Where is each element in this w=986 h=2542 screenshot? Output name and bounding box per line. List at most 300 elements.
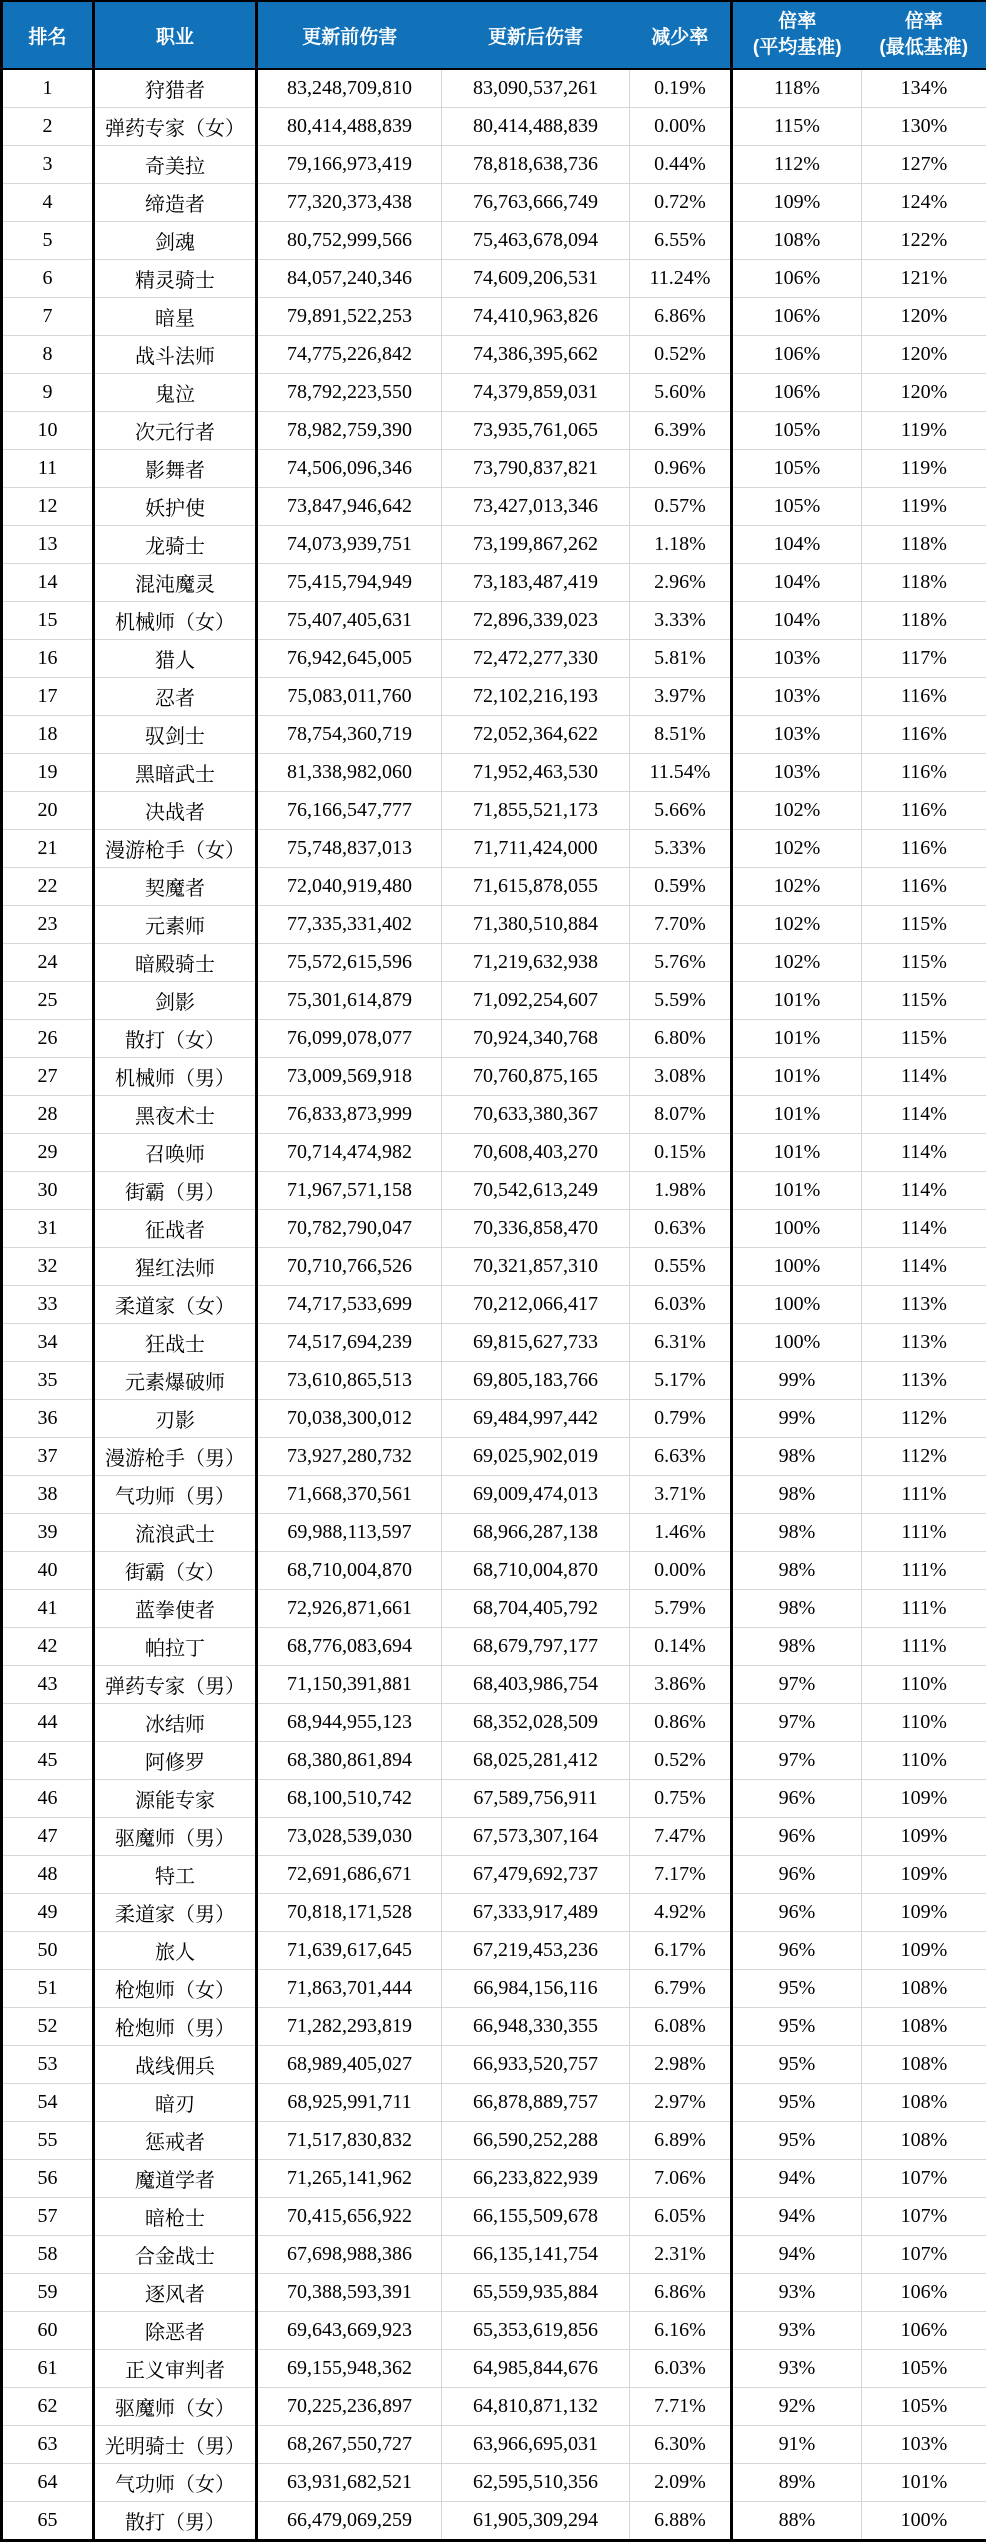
damage-after-cell: 73,935,761,065	[442, 412, 630, 450]
reduction-cell: 6.05%	[630, 2198, 732, 2236]
damage-before-cell: 84,057,240,346	[257, 260, 442, 298]
multiplier-min-cell: 119%	[862, 450, 986, 488]
damage-after-cell: 70,321,857,310	[442, 1248, 630, 1286]
damage-before-cell: 67,698,988,386	[257, 2236, 442, 2274]
table-row	[2, 1476, 986, 1514]
multiplier-min-cell: 114%	[862, 1210, 986, 1248]
reduction-cell: 1.18%	[630, 526, 732, 564]
multiplier-avg-cell: 100%	[732, 1248, 862, 1286]
damage-before-cell: 83,248,709,810	[257, 69, 442, 108]
damage-before-cell: 70,714,474,982	[257, 1134, 442, 1172]
table-row	[2, 2502, 986, 2541]
profession-cell: 战斗法师	[94, 336, 257, 374]
reduction-cell: 0.57%	[630, 488, 732, 526]
rank-cell: 62	[2, 2388, 94, 2426]
rank-cell: 36	[2, 1400, 94, 1438]
damage-before-cell: 77,320,373,438	[257, 184, 442, 222]
rank-cell: 41	[2, 1590, 94, 1628]
damage-after-cell: 68,025,281,412	[442, 1742, 630, 1780]
profession-cell: 猎人	[94, 640, 257, 678]
multiplier-min-cell: 111%	[862, 1552, 986, 1590]
multiplier-min-cell: 111%	[862, 1628, 986, 1666]
damage-after-cell: 83,090,537,261	[442, 69, 630, 108]
multiplier-avg-cell: 98%	[732, 1628, 862, 1666]
col-header-profession: 职业	[94, 1, 257, 69]
damage-after-cell: 67,479,692,737	[442, 1856, 630, 1894]
reduction-cell: 6.86%	[630, 298, 732, 336]
reduction-cell: 6.79%	[630, 1970, 732, 2008]
damage-after-cell: 70,542,613,249	[442, 1172, 630, 1210]
profession-cell: 驱魔师（男）	[94, 1818, 257, 1856]
rank-cell: 8	[2, 336, 94, 374]
multiplier-min-cell: 116%	[862, 792, 986, 830]
damage-before-cell: 69,988,113,597	[257, 1514, 442, 1552]
reduction-cell: 0.96%	[630, 450, 732, 488]
rank-cell: 23	[2, 906, 94, 944]
multiplier-avg-cell: 118%	[732, 69, 862, 108]
profession-cell: 影舞者	[94, 450, 257, 488]
multiplier-avg-cell: 103%	[732, 716, 862, 754]
multiplier-avg-title: 倍率	[733, 9, 862, 35]
profession-cell: 弹药专家（女）	[94, 108, 257, 146]
reduction-cell: 0.55%	[630, 1248, 732, 1286]
damage-before-cell: 73,009,569,918	[257, 1058, 442, 1096]
rank-cell: 18	[2, 716, 94, 754]
rank-cell: 39	[2, 1514, 94, 1552]
damage-after-cell: 74,410,963,826	[442, 298, 630, 336]
damage-before-cell: 78,754,360,719	[257, 716, 442, 754]
multiplier-avg-cell: 101%	[732, 1172, 862, 1210]
rank-cell: 37	[2, 1438, 94, 1476]
damage-after-cell: 80,414,488,839	[442, 108, 630, 146]
damage-after-cell: 70,212,066,417	[442, 1286, 630, 1324]
damage-before-cell: 74,073,939,751	[257, 526, 442, 564]
table-row	[2, 1438, 986, 1476]
rank-cell: 6	[2, 260, 94, 298]
damage-before-cell: 70,225,236,897	[257, 2388, 442, 2426]
reduction-cell: 6.55%	[630, 222, 732, 260]
reduction-cell: 0.00%	[630, 108, 732, 146]
multiplier-avg-cell: 102%	[732, 906, 862, 944]
multiplier-min-cell: 113%	[862, 1286, 986, 1324]
damage-before-cell: 69,155,948,362	[257, 2350, 442, 2388]
multiplier-avg-cell: 95%	[732, 2008, 862, 2046]
reduction-cell: 3.97%	[630, 678, 732, 716]
damage-after-cell: 73,199,867,262	[442, 526, 630, 564]
profession-cell: 逐风者	[94, 2274, 257, 2312]
profession-cell: 除恶者	[94, 2312, 257, 2350]
multiplier-min-cell: 124%	[862, 184, 986, 222]
damage-before-cell: 75,572,615,596	[257, 944, 442, 982]
damage-after-cell: 61,905,309,294	[442, 2502, 630, 2541]
multiplier-min-cell: 120%	[862, 374, 986, 412]
table-row	[2, 1286, 986, 1324]
damage-before-cell: 74,775,226,842	[257, 336, 442, 374]
table-row	[2, 1894, 986, 1932]
reduction-cell: 0.75%	[630, 1780, 732, 1818]
rank-cell: 64	[2, 2464, 94, 2502]
table-row	[2, 2198, 986, 2236]
multiplier-avg-cell: 102%	[732, 868, 862, 906]
multiplier-min-cell: 114%	[862, 1248, 986, 1286]
table-row	[2, 1020, 986, 1058]
damage-before-cell: 76,099,078,077	[257, 1020, 442, 1058]
reduction-cell: 5.76%	[630, 944, 732, 982]
reduction-cell: 0.00%	[630, 1552, 732, 1590]
profession-cell: 枪炮师（女）	[94, 1970, 257, 2008]
multiplier-min-cell: 103%	[862, 2426, 986, 2464]
rank-cell: 50	[2, 1932, 94, 1970]
multiplier-min-cell: 100%	[862, 2502, 986, 2541]
damage-before-cell: 73,927,280,732	[257, 1438, 442, 1476]
damage-after-cell: 70,633,380,367	[442, 1096, 630, 1134]
col-header-damage-before: 更新前伤害	[257, 1, 442, 69]
profession-cell: 冰结师	[94, 1704, 257, 1742]
profession-cell: 狂战士	[94, 1324, 257, 1362]
multiplier-min-cell: 106%	[862, 2274, 986, 2312]
multiplier-avg-cell: 93%	[732, 2350, 862, 2388]
damage-before-cell: 71,517,830,832	[257, 2122, 442, 2160]
table-row	[2, 1590, 986, 1628]
damage-after-cell: 67,333,917,489	[442, 1894, 630, 1932]
table-row	[2, 830, 986, 868]
table-row	[2, 2464, 986, 2502]
damage-before-cell: 68,989,405,027	[257, 2046, 442, 2084]
multiplier-avg-cell: 103%	[732, 754, 862, 792]
multiplier-avg-cell: 108%	[732, 222, 862, 260]
table-row	[2, 412, 986, 450]
reduction-cell: 0.19%	[630, 69, 732, 108]
reduction-cell: 2.31%	[630, 2236, 732, 2274]
rank-cell: 54	[2, 2084, 94, 2122]
reduction-cell: 5.33%	[630, 830, 732, 868]
damage-after-cell: 68,966,287,138	[442, 1514, 630, 1552]
profession-cell: 散打（女）	[94, 1020, 257, 1058]
multiplier-min-cell: 107%	[862, 2198, 986, 2236]
multiplier-avg-cell: 100%	[732, 1210, 862, 1248]
rank-cell: 60	[2, 2312, 94, 2350]
multiplier-avg-cell: 96%	[732, 1818, 862, 1856]
multiplier-avg-cell: 106%	[732, 260, 862, 298]
multiplier-min-cell: 122%	[862, 222, 986, 260]
multiplier-avg-cell: 96%	[732, 1856, 862, 1894]
reduction-cell: 0.52%	[630, 336, 732, 374]
damage-before-cell: 70,038,300,012	[257, 1400, 442, 1438]
multiplier-min-cell: 127%	[862, 146, 986, 184]
damage-after-cell: 73,183,487,419	[442, 564, 630, 602]
multiplier-min-cell: 119%	[862, 412, 986, 450]
multiplier-avg-cell: 94%	[732, 2198, 862, 2236]
table-row	[2, 222, 986, 260]
damage-before-cell: 72,926,871,661	[257, 1590, 442, 1628]
table-row	[2, 2122, 986, 2160]
damage-after-cell: 65,559,935,884	[442, 2274, 630, 2312]
profession-cell: 光明骑士（男）	[94, 2426, 257, 2464]
reduction-cell: 0.52%	[630, 1742, 732, 1780]
table-row	[2, 1058, 986, 1096]
rank-cell: 53	[2, 2046, 94, 2084]
damage-after-cell: 66,135,141,754	[442, 2236, 630, 2274]
damage-before-cell: 70,388,593,391	[257, 2274, 442, 2312]
reduction-cell: 1.46%	[630, 1514, 732, 1552]
multiplier-avg-cell: 101%	[732, 1134, 862, 1172]
damage-after-cell: 74,379,859,031	[442, 374, 630, 412]
profession-cell: 忍者	[94, 678, 257, 716]
damage-after-cell: 68,403,986,754	[442, 1666, 630, 1704]
multiplier-min-cell: 107%	[862, 2236, 986, 2274]
multiplier-avg-cell: 98%	[732, 1438, 862, 1476]
profession-cell: 精灵骑士	[94, 260, 257, 298]
reduction-cell: 6.30%	[630, 2426, 732, 2464]
multiplier-min-cell: 110%	[862, 1666, 986, 1704]
damage-before-cell: 68,380,861,894	[257, 1742, 442, 1780]
multiplier-avg-cell: 95%	[732, 1970, 862, 2008]
reduction-cell: 7.06%	[630, 2160, 732, 2198]
damage-before-cell: 71,863,701,444	[257, 1970, 442, 2008]
rank-cell: 9	[2, 374, 94, 412]
col-header-multiplier-min	[862, 1, 986, 69]
multiplier-avg-cell: 98%	[732, 1590, 862, 1628]
table-row	[2, 906, 986, 944]
rank-cell: 30	[2, 1172, 94, 1210]
table-row	[2, 1134, 986, 1172]
rank-cell: 59	[2, 2274, 94, 2312]
damage-after-cell: 68,710,004,870	[442, 1552, 630, 1590]
rank-cell: 1	[2, 69, 94, 108]
table-row	[2, 260, 986, 298]
table-row	[2, 1362, 986, 1400]
rank-cell: 27	[2, 1058, 94, 1096]
damage-before-cell: 75,407,405,631	[257, 602, 442, 640]
profession-cell: 特工	[94, 1856, 257, 1894]
profession-cell: 决战者	[94, 792, 257, 830]
profession-cell: 旅人	[94, 1932, 257, 1970]
table-row	[2, 69, 986, 108]
profession-cell: 暗殿骑士	[94, 944, 257, 982]
profession-cell: 缔造者	[94, 184, 257, 222]
damage-before-cell: 68,925,991,711	[257, 2084, 442, 2122]
damage-after-cell: 64,810,871,132	[442, 2388, 630, 2426]
reduction-cell: 0.79%	[630, 1400, 732, 1438]
profession-cell: 散打（男）	[94, 2502, 257, 2541]
damage-after-cell: 70,924,340,768	[442, 1020, 630, 1058]
multiplier-min-cell: 111%	[862, 1476, 986, 1514]
reduction-cell: 5.66%	[630, 792, 732, 830]
rank-cell: 21	[2, 830, 94, 868]
multiplier-avg-cell: 97%	[732, 1704, 862, 1742]
damage-after-cell: 66,948,330,355	[442, 2008, 630, 2046]
multiplier-min-cell: 108%	[862, 2046, 986, 2084]
damage-after-cell: 73,427,013,346	[442, 488, 630, 526]
profession-cell: 暗刃	[94, 2084, 257, 2122]
damage-before-cell: 74,506,096,346	[257, 450, 442, 488]
damage-after-cell: 62,595,510,356	[442, 2464, 630, 2502]
table-row	[2, 298, 986, 336]
table-row	[2, 1514, 986, 1552]
profession-cell: 召唤师	[94, 1134, 257, 1172]
multiplier-avg-cell: 104%	[732, 564, 862, 602]
reduction-cell: 0.86%	[630, 1704, 732, 1742]
rank-cell: 52	[2, 2008, 94, 2046]
reduction-cell: 6.31%	[630, 1324, 732, 1362]
multiplier-avg-cell: 105%	[732, 450, 862, 488]
damage-after-cell: 63,966,695,031	[442, 2426, 630, 2464]
table-row	[2, 336, 986, 374]
multiplier-min-cell: 112%	[862, 1400, 986, 1438]
table-row	[2, 1400, 986, 1438]
profession-cell: 弹药专家（男）	[94, 1666, 257, 1704]
rank-cell: 16	[2, 640, 94, 678]
table-row	[2, 678, 986, 716]
table-row	[2, 716, 986, 754]
damage-before-cell: 78,792,223,550	[257, 374, 442, 412]
damage-after-cell: 69,484,997,442	[442, 1400, 630, 1438]
table-row	[2, 944, 986, 982]
table-row	[2, 2236, 986, 2274]
rank-cell: 17	[2, 678, 94, 716]
damage-after-cell: 70,608,403,270	[442, 1134, 630, 1172]
reduction-cell: 4.92%	[630, 1894, 732, 1932]
damage-after-cell: 72,102,216,193	[442, 678, 630, 716]
rank-cell: 43	[2, 1666, 94, 1704]
multiplier-min-cell: 114%	[862, 1058, 986, 1096]
damage-before-cell: 76,942,645,005	[257, 640, 442, 678]
multiplier-min-cell: 130%	[862, 108, 986, 146]
table-row	[2, 1248, 986, 1286]
table-row	[2, 526, 986, 564]
profession-cell: 柔道家（女）	[94, 1286, 257, 1324]
profession-cell: 狩猎者	[94, 69, 257, 108]
damage-before-cell: 72,040,919,480	[257, 868, 442, 906]
damage-after-cell: 71,615,878,055	[442, 868, 630, 906]
profession-cell: 混沌魔灵	[94, 564, 257, 602]
multiplier-min-cell: 110%	[862, 1704, 986, 1742]
reduction-cell: 6.08%	[630, 2008, 732, 2046]
damage-before-cell: 77,335,331,402	[257, 906, 442, 944]
rank-cell: 46	[2, 1780, 94, 1818]
profession-cell: 柔道家（男）	[94, 1894, 257, 1932]
multiplier-min-cell: 114%	[862, 1172, 986, 1210]
damage-before-cell: 68,100,510,742	[257, 1780, 442, 1818]
multiplier-avg-cell: 102%	[732, 944, 862, 982]
profession-cell: 次元行者	[94, 412, 257, 450]
multiplier-avg-cell: 99%	[732, 1400, 862, 1438]
profession-cell: 黑夜术士	[94, 1096, 257, 1134]
reduction-cell: 0.72%	[630, 184, 732, 222]
profession-cell: 阿修罗	[94, 1742, 257, 1780]
damage-before-cell: 76,833,873,999	[257, 1096, 442, 1134]
rank-cell: 29	[2, 1134, 94, 1172]
damage-before-cell: 75,748,837,013	[257, 830, 442, 868]
profession-cell: 契魔者	[94, 868, 257, 906]
profession-cell: 漫游枪手（男）	[94, 1438, 257, 1476]
table-row	[2, 754, 986, 792]
damage-after-cell: 68,352,028,509	[442, 1704, 630, 1742]
damage-after-cell: 68,704,405,792	[442, 1590, 630, 1628]
rank-cell: 51	[2, 1970, 94, 2008]
damage-before-cell: 75,415,794,949	[257, 564, 442, 602]
multiplier-min-cell: 118%	[862, 602, 986, 640]
damage-after-cell: 71,380,510,884	[442, 906, 630, 944]
profession-cell: 龙骑士	[94, 526, 257, 564]
table-row	[2, 1856, 986, 1894]
multiplier-min-cell: 110%	[862, 1742, 986, 1780]
header-row	[2, 1, 986, 69]
damage-after-cell: 71,855,521,173	[442, 792, 630, 830]
rank-cell: 3	[2, 146, 94, 184]
profession-cell: 蓝拳使者	[94, 1590, 257, 1628]
table-row	[2, 1628, 986, 1666]
multiplier-avg-cell: 100%	[732, 1324, 862, 1362]
multiplier-avg-cell: 94%	[732, 2236, 862, 2274]
damage-before-cell: 79,166,973,419	[257, 146, 442, 184]
reduction-cell: 6.17%	[630, 1932, 732, 1970]
multiplier-min-cell: 108%	[862, 2008, 986, 2046]
damage-after-cell: 76,763,666,749	[442, 184, 630, 222]
multiplier-min-cell: 121%	[862, 260, 986, 298]
damage-after-cell: 74,386,395,662	[442, 336, 630, 374]
reduction-cell: 6.88%	[630, 2502, 732, 2541]
damage-before-cell: 68,710,004,870	[257, 1552, 442, 1590]
multiplier-avg-cell: 100%	[732, 1286, 862, 1324]
damage-after-cell: 64,985,844,676	[442, 2350, 630, 2388]
multiplier-min-cell: 118%	[862, 526, 986, 564]
damage-before-cell: 70,818,171,528	[257, 1894, 442, 1932]
multiplier-avg-cell: 96%	[732, 1780, 862, 1818]
profession-cell: 正义审判者	[94, 2350, 257, 2388]
damage-before-cell: 70,415,656,922	[257, 2198, 442, 2236]
table-row	[2, 2350, 986, 2388]
multiplier-min-cell: 116%	[862, 868, 986, 906]
rank-cell: 32	[2, 1248, 94, 1286]
damage-after-cell: 70,336,858,470	[442, 1210, 630, 1248]
rank-cell: 63	[2, 2426, 94, 2464]
reduction-cell: 5.59%	[630, 982, 732, 1020]
profession-cell: 气功师（女）	[94, 2464, 257, 2502]
damage-before-cell: 71,265,141,962	[257, 2160, 442, 2198]
multiplier-min-cell: 109%	[862, 1856, 986, 1894]
table-row	[2, 1704, 986, 1742]
multiplier-avg-cell: 101%	[732, 982, 862, 1020]
rank-cell: 40	[2, 1552, 94, 1590]
damage-after-cell: 66,878,889,757	[442, 2084, 630, 2122]
reduction-cell: 7.47%	[630, 1818, 732, 1856]
profession-cell: 剑影	[94, 982, 257, 1020]
table-row	[2, 2312, 986, 2350]
multiplier-avg-cell: 88%	[732, 2502, 862, 2541]
profession-cell: 惩戒者	[94, 2122, 257, 2160]
profession-cell: 奇美拉	[94, 146, 257, 184]
damage-before-cell: 73,028,539,030	[257, 1818, 442, 1856]
rank-cell: 15	[2, 602, 94, 640]
damage-after-cell: 66,233,822,939	[442, 2160, 630, 2198]
rank-cell: 47	[2, 1818, 94, 1856]
reduction-cell: 2.97%	[630, 2084, 732, 2122]
rank-cell: 24	[2, 944, 94, 982]
damage-after-cell: 69,009,474,013	[442, 1476, 630, 1514]
multiplier-min-title: 倍率	[862, 9, 986, 35]
damage-after-cell: 75,463,678,094	[442, 222, 630, 260]
table-row	[2, 2274, 986, 2312]
reduction-cell: 8.07%	[630, 1096, 732, 1134]
profession-cell: 战线佣兵	[94, 2046, 257, 2084]
multiplier-avg-cell: 97%	[732, 1742, 862, 1780]
multiplier-avg-cell: 115%	[732, 108, 862, 146]
table-row	[2, 1096, 986, 1134]
col-header-multiplier-avg	[732, 1, 862, 69]
damage-before-cell: 75,083,011,760	[257, 678, 442, 716]
multiplier-avg-cell: 101%	[732, 1020, 862, 1058]
